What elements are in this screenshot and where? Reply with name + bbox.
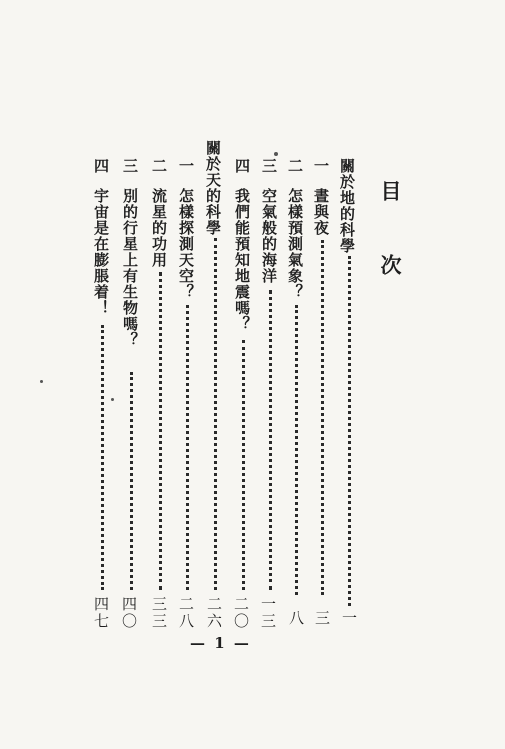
item-number: 一 bbox=[312, 158, 330, 173]
toc-entry-weather-forecast: 怎樣預測氣象？ bbox=[286, 188, 304, 300]
page-number: 二〇 bbox=[232, 596, 250, 630]
page-number: 二六 bbox=[205, 596, 223, 630]
toc-entry-sky-exploration: 怎樣探測天空？ bbox=[177, 188, 195, 300]
leader-dots bbox=[130, 372, 133, 590]
scan-speck bbox=[111, 398, 114, 401]
toc-entry-expanding-universe: 宇宙是在膨脹着！ bbox=[92, 188, 110, 316]
scan-speck bbox=[40, 380, 43, 383]
toc-entry-earthquake-prediction: 我們能預知地震嗎？ bbox=[233, 188, 251, 332]
item-number: 二 bbox=[286, 158, 304, 173]
item-number: 三 bbox=[121, 158, 139, 173]
leader-dots bbox=[242, 340, 245, 590]
item-number: 四 bbox=[92, 158, 110, 173]
leader-dots bbox=[269, 290, 272, 590]
leader-dots bbox=[159, 272, 162, 590]
page-number: 八 bbox=[287, 610, 305, 627]
page-number: 三三 bbox=[150, 596, 168, 630]
leader-dots bbox=[101, 325, 104, 590]
page-footer: — 1 — bbox=[190, 634, 251, 652]
leader-dots bbox=[348, 256, 351, 606]
page-number: 三 bbox=[313, 610, 331, 627]
leader-dots bbox=[214, 238, 217, 590]
page-number: 一 bbox=[340, 610, 358, 627]
page-number: 四七 bbox=[92, 596, 110, 630]
leader-dots bbox=[321, 240, 324, 595]
toc-entry-meteor-use: 流星的功用 bbox=[150, 188, 168, 268]
page-number: 一三 bbox=[259, 596, 277, 630]
section-heading-sky: 關於天的科學 bbox=[204, 140, 222, 236]
page-number: 二八 bbox=[177, 596, 195, 630]
item-number: 四 bbox=[233, 158, 251, 173]
item-number: 一 bbox=[177, 158, 195, 173]
leader-dots bbox=[186, 305, 189, 590]
toc-entry-life-on-planets: 別的行星上有生物嗎？ bbox=[121, 188, 139, 348]
item-number: 三 bbox=[260, 158, 278, 173]
leader-dots bbox=[295, 305, 298, 595]
page-number: 四〇 bbox=[120, 596, 138, 630]
section-heading-earth: 關於地的科學 bbox=[338, 158, 356, 254]
toc-entry-day-and-night: 晝與夜 bbox=[312, 188, 330, 236]
item-number: 二 bbox=[150, 158, 168, 173]
scan-speck bbox=[274, 152, 278, 156]
toc-entry-ocean-of-air: 空氣般的海洋 bbox=[260, 188, 278, 284]
toc-title: 目 次 bbox=[378, 180, 403, 289]
